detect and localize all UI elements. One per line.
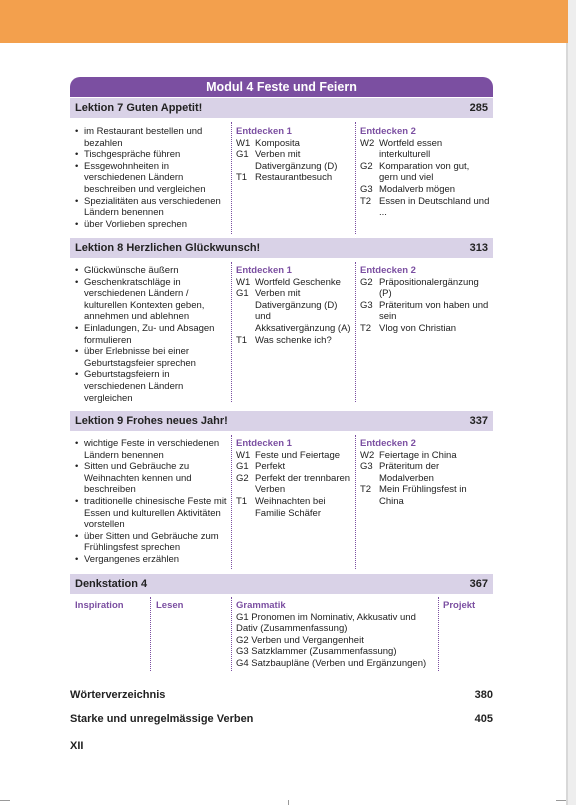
lesson-goals (74, 438, 229, 566)
denkstation-title: Denkstation 4 (75, 578, 148, 590)
item-code: G2 (360, 160, 373, 172)
column-divider (438, 597, 439, 671)
denkstation-page: 367 (469, 578, 488, 590)
grammatik-item: G4 Satzbaupläne (Verben und Ergänzungen) (236, 657, 427, 669)
item-text: Komparation von gut, gern und viel (379, 160, 470, 184)
page-margin (568, 0, 576, 805)
toc-row (70, 713, 493, 725)
item-text: Verben mit Dativergänzung (D) (255, 149, 338, 172)
goal-item: • Spezialitäten aus verschiedenen Ländern benennen (84, 196, 229, 219)
item-code: T1 (236, 495, 248, 507)
header-band (0, 0, 568, 43)
item-text: Mein Frühlingsfest in China (379, 484, 467, 507)
item-text: Vlog von Christian (379, 322, 457, 334)
goal-item: • Essgewohnheiten in verschiedenen Ländern beschreiben und vergleichen (84, 161, 229, 196)
item-text: Wortfeld essen interkulturell (379, 137, 443, 161)
entdecken-1 (236, 126, 352, 184)
grammatik-label: Grammatik (236, 600, 286, 611)
item-code: T1 (236, 334, 248, 346)
lesson-title: Lektion 9 Frohes neues Jahr! (75, 415, 228, 427)
lesson-goals (74, 265, 229, 404)
entdecken-heading: Entdecken 1 (236, 438, 292, 449)
toc-page: 380 (474, 689, 493, 701)
inspiration-label: Inspiration (75, 600, 124, 611)
lesson-title: Lektion 8 Herzlichen Glückwunsch! (75, 242, 261, 254)
item-text: Präteritum von haben und sein (379, 299, 489, 323)
item-code: G1 (236, 288, 249, 300)
entdecken-2 (360, 438, 490, 508)
lesson-page: 285 (469, 102, 488, 114)
column-divider (355, 435, 356, 569)
entdecken-1 (236, 265, 352, 346)
goal-item: • Glückwünsche äußern (84, 265, 229, 277)
item-code: W2 (360, 449, 375, 461)
entdecken-2 (360, 126, 490, 219)
lesson-header (70, 238, 493, 258)
item-code: G3 (360, 299, 373, 311)
entdecken-heading: Entdecken 2 (360, 265, 416, 276)
goal-item: • Vergangenes erzählen (84, 554, 229, 566)
entdecken-heading: Entdecken 1 (236, 265, 292, 276)
projekt-label: Projekt (443, 600, 476, 611)
item-code: T2 (360, 484, 372, 496)
goal-item: • über Vorlieben sprechen (84, 219, 229, 231)
goal-item: • Einladungen, Zu- und Absagen formulieren (84, 323, 229, 346)
item-code: W1 (236, 449, 251, 461)
item-code: G3 (360, 461, 373, 473)
column-divider (355, 262, 356, 402)
item-text: Präteritum der Modalverben (379, 461, 440, 484)
item-text: Feiertage in China (379, 449, 457, 461)
lesson-header (70, 98, 493, 118)
item-text: Essen in Deutschland und ... (379, 195, 490, 219)
goal-item: • Geschenkratschläge in verschiedenen Ländern / kulturellen Kontexten geben, annehmen und ablehnen (84, 277, 229, 323)
lesson-page: 337 (469, 415, 488, 427)
item-text: Restaurantbesuch (255, 172, 333, 184)
entdecken-heading: Entdecken 2 (360, 126, 416, 137)
toc-label: Wörterverzeichnis (70, 689, 166, 701)
crop-mark (0, 800, 10, 801)
goal-item: • über Erlebnisse bei einer Geburtstagsfeier sprechen (84, 346, 229, 369)
denkstation-header (70, 574, 493, 594)
crop-mark (288, 800, 289, 805)
item-text: Wortfeld Geschenke (255, 276, 341, 288)
lesson-page: 313 (469, 242, 488, 254)
toc-page: 405 (474, 713, 493, 725)
grammatik-column (236, 600, 436, 670)
item-code: G2 (236, 472, 249, 484)
lesson-goals (74, 126, 229, 230)
lesson-title: Lektion 7 Guten Appetit! (75, 102, 203, 114)
goal-item: • Tischgespräche führen (84, 149, 229, 161)
module-title: Modul 4 Feste und Feiern (70, 77, 493, 97)
item-code: T1 (236, 172, 248, 184)
item-code: G3 (360, 183, 373, 195)
item-text: Verben mit Dativergänzung (D) und Akksativergänzung (A) (255, 288, 351, 334)
goal-item: • im Restaurant bestellen und bezahlen (84, 126, 229, 149)
crop-mark (556, 800, 566, 801)
item-text: Weihnachten bei Familie Schäfer (255, 495, 326, 519)
column-divider (231, 435, 232, 569)
toc-label: Starke und unregelmässige Verben (70, 713, 254, 725)
column-divider (355, 122, 356, 234)
item-text: Perfekt der trennbaren Verben (255, 472, 351, 496)
column-divider (231, 262, 232, 402)
column-divider (150, 597, 151, 671)
entdecken-1 (236, 438, 352, 519)
goal-item: • wichtige Feste in verschiedenen Ländern benennen (84, 438, 229, 461)
item-text: Perfekt (255, 461, 286, 473)
page-number: XII (70, 740, 84, 752)
goal-item: • über Sitten und Gebräuche zum Frühlingsfest sprechen (84, 531, 229, 554)
lesen-label: Lesen (156, 600, 184, 611)
item-text: Modalverb mögen (379, 183, 456, 195)
entdecken-heading: Entdecken 1 (236, 126, 292, 137)
item-code: T2 (360, 322, 372, 334)
item-text: Feste und Feiertage (255, 449, 341, 461)
item-code: G1 (236, 149, 249, 161)
item-code: W1 (236, 137, 251, 149)
lesson-header (70, 411, 493, 431)
item-code: G2 (360, 276, 373, 288)
entdecken-heading: Entdecken 2 (360, 438, 416, 449)
column-divider (231, 122, 232, 234)
item-code: G1 (236, 461, 249, 473)
goal-item: • Sitten und Gebräuche zu Weihnachten kennen und beschreiben (84, 461, 229, 496)
grammatik-item: G1 Pronomen im Nominativ, Akkusativ und Dativ (Zusammenfassung) (236, 611, 416, 635)
grammatik-item: G2 Verben und Vergangenheit (236, 634, 364, 646)
grammatik-item: G3 Satzklammer (Zusammenfassung) (236, 646, 397, 658)
item-text: Präpositionalergänzung (P) (379, 276, 479, 300)
item-code: T2 (360, 195, 372, 207)
item-text: Was schenke ich? (255, 334, 332, 346)
toc-row (70, 689, 493, 701)
item-text: Komposita (255, 137, 300, 149)
item-code: W1 (236, 276, 251, 288)
column-divider (231, 597, 232, 671)
item-code: W2 (360, 137, 375, 149)
entdecken-2 (360, 265, 490, 335)
goal-item: • Geburtstagsfeiern in verschiedenen Ländern vergleichen (84, 369, 229, 404)
goal-item: • traditionelle chinesische Feste mit Essen und kulturellen Aktivitäten vorstellen (84, 496, 229, 531)
